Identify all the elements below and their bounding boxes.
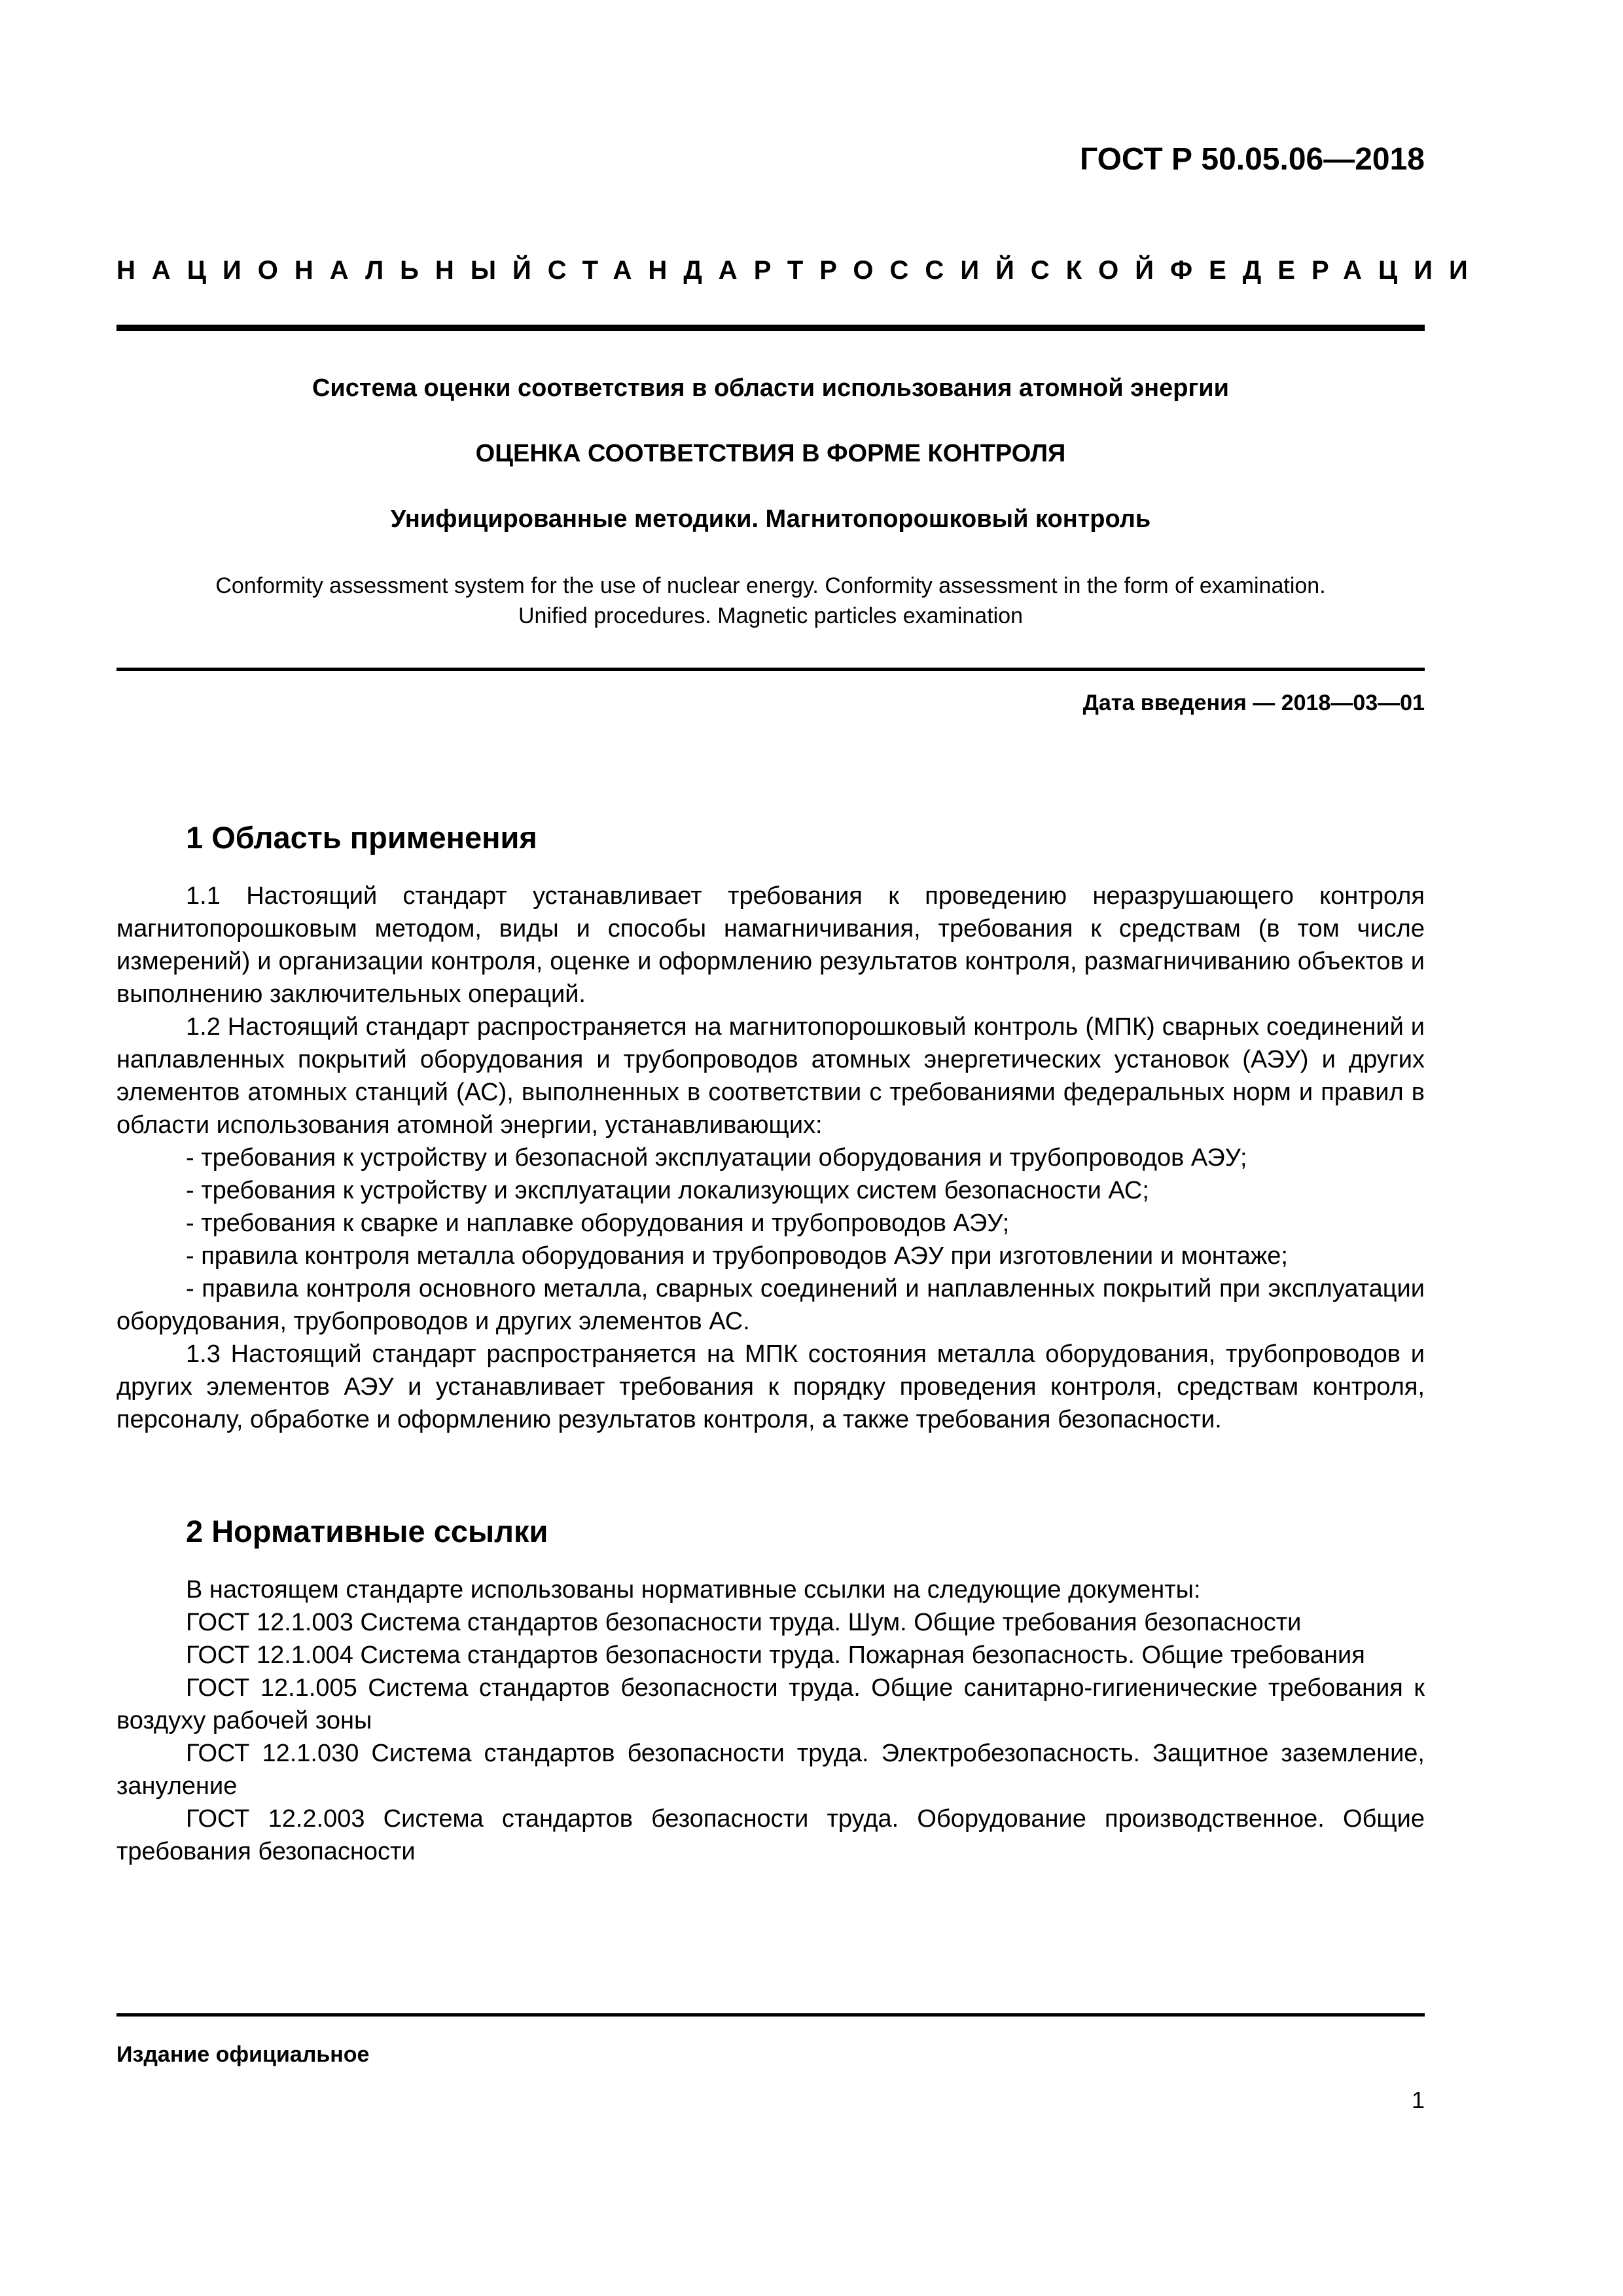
reference-item: ГОСТ 12.2.003 Система стандартов безопасности труда. Оборудование производственное. Общие требования безопасности	[116, 1805, 1425, 1865]
page-number: 1	[1411, 2087, 1425, 2113]
introduction-date: Дата введения — 2018—03—01	[1082, 691, 1425, 715]
title-sub: Унифицированные методики. Магнитопорошковый контроль	[390, 505, 1151, 533]
section-1-heading: 1 Область применения	[186, 820, 537, 855]
banner-word: РОССИЙСКОЙ	[819, 256, 1170, 285]
section-2-intro: В настоящем стандарте использованы нормативные ссылки на следующие документы:	[186, 1576, 1201, 1604]
paragraph-1-1: 1.1 Настоящий стандарт устанавливает требования к проведению неразрушающего контроля магнитопорошковым методом, виды и способы намагничивания, требования к средствам (в том числе измерений) и организации контроля, оценке и оформлению результатов контроля, размагничиванию объектов и выполнению заключительных операций.	[116, 882, 1425, 1008]
section-2-body	[116, 1573, 1425, 1868]
reference-item: ГОСТ 12.1.005 Система стандартов безопасности труда. Общие санитарно-гигиенические требования к воздуху рабочей зоны	[116, 1674, 1425, 1734]
paragraph-1-2: 1.2 Настоящий стандарт распространяется на магнитопорошковый контроль (МПК) сварных соединений и наплавленных покрытий оборудования и трубопроводов атомных энергетических установок (АЭУ) и других элементов атомных станций (АС), выполненных в соответствии с требованиями федеральных норм и правил в области использования атомной энергии, устанавливающих:	[116, 1013, 1425, 1139]
paragraph-1-3: 1.3 Настоящий стандарт распространяется на МПК состояния металла оборудования, трубопроводов и других элементов АЭУ и устанавливает требования к порядку проведения контроля, средствам контроля, персоналу, обработке и оформлению результатов контроля, а также требования безопасности.	[116, 1340, 1425, 1433]
title-rule	[116, 668, 1425, 671]
title-english-line: Unified procedures. Magnetic particles examination	[518, 603, 1024, 628]
standard-code: ГОСТ Р 50.05.06—2018	[1079, 142, 1425, 177]
title-main: ОЦЕНКА СООТВЕТСТВИЯ В ФОРМЕ КОНТРОЛЯ	[475, 440, 1066, 467]
reference-item: ГОСТ 12.1.003 Система стандартов безопасности труда. Шум. Общие требования безопасности	[186, 1609, 1302, 1636]
official-edition-label: Издание официальное	[116, 2042, 370, 2067]
national-standard-banner	[116, 256, 1484, 285]
title-english-line: Conformity assessment system for the use of nuclear energy. Conformity assessment in the form of examination.	[215, 573, 1326, 598]
banner-word: СТАНДАРТ	[547, 256, 820, 285]
reference-item: ГОСТ 12.1.004 Система стандартов безопасности труда. Пожарная безопасность. Общие требования	[186, 1641, 1365, 1669]
list-item: - правила контроля металла оборудования и трубопроводов АЭУ при изготовлении и монтаже;	[186, 1242, 1288, 1270]
list-item: - требования к устройству и безопасной эксплуатации оборудования и трубопроводов АЭУ;	[186, 1144, 1247, 1172]
title-system: Система оценки соответствия в области использования атомной энергии	[312, 374, 1230, 402]
list-item: - правила контроля основного металла, сварных соединений и наплавленных покрытий при эксплуатации оборудования, трубопроводов и других элементов АС.	[116, 1275, 1425, 1335]
banner-word: ФЕДЕРАЦИИ	[1169, 256, 1484, 285]
list-item: - требования к сварке и наплавке оборудования и трубопроводов АЭУ;	[186, 1210, 1010, 1237]
section-2-heading: 2 Нормативные ссылки	[186, 1514, 548, 1549]
top-rule	[116, 325, 1425, 331]
reference-item: ГОСТ 12.1.030 Система стандартов безопасности труда. Электробезопасность. Защитное заземление, зануление	[116, 1740, 1425, 1800]
banner-word: НАЦИОНАЛЬНЫЙ	[116, 256, 548, 285]
title-english	[116, 571, 1425, 631]
section-1-body	[116, 880, 1425, 1436]
list-item: - требования к устройству и эксплуатации локализующих систем безопасности АС;	[186, 1177, 1149, 1204]
footer-rule	[116, 2013, 1425, 2017]
